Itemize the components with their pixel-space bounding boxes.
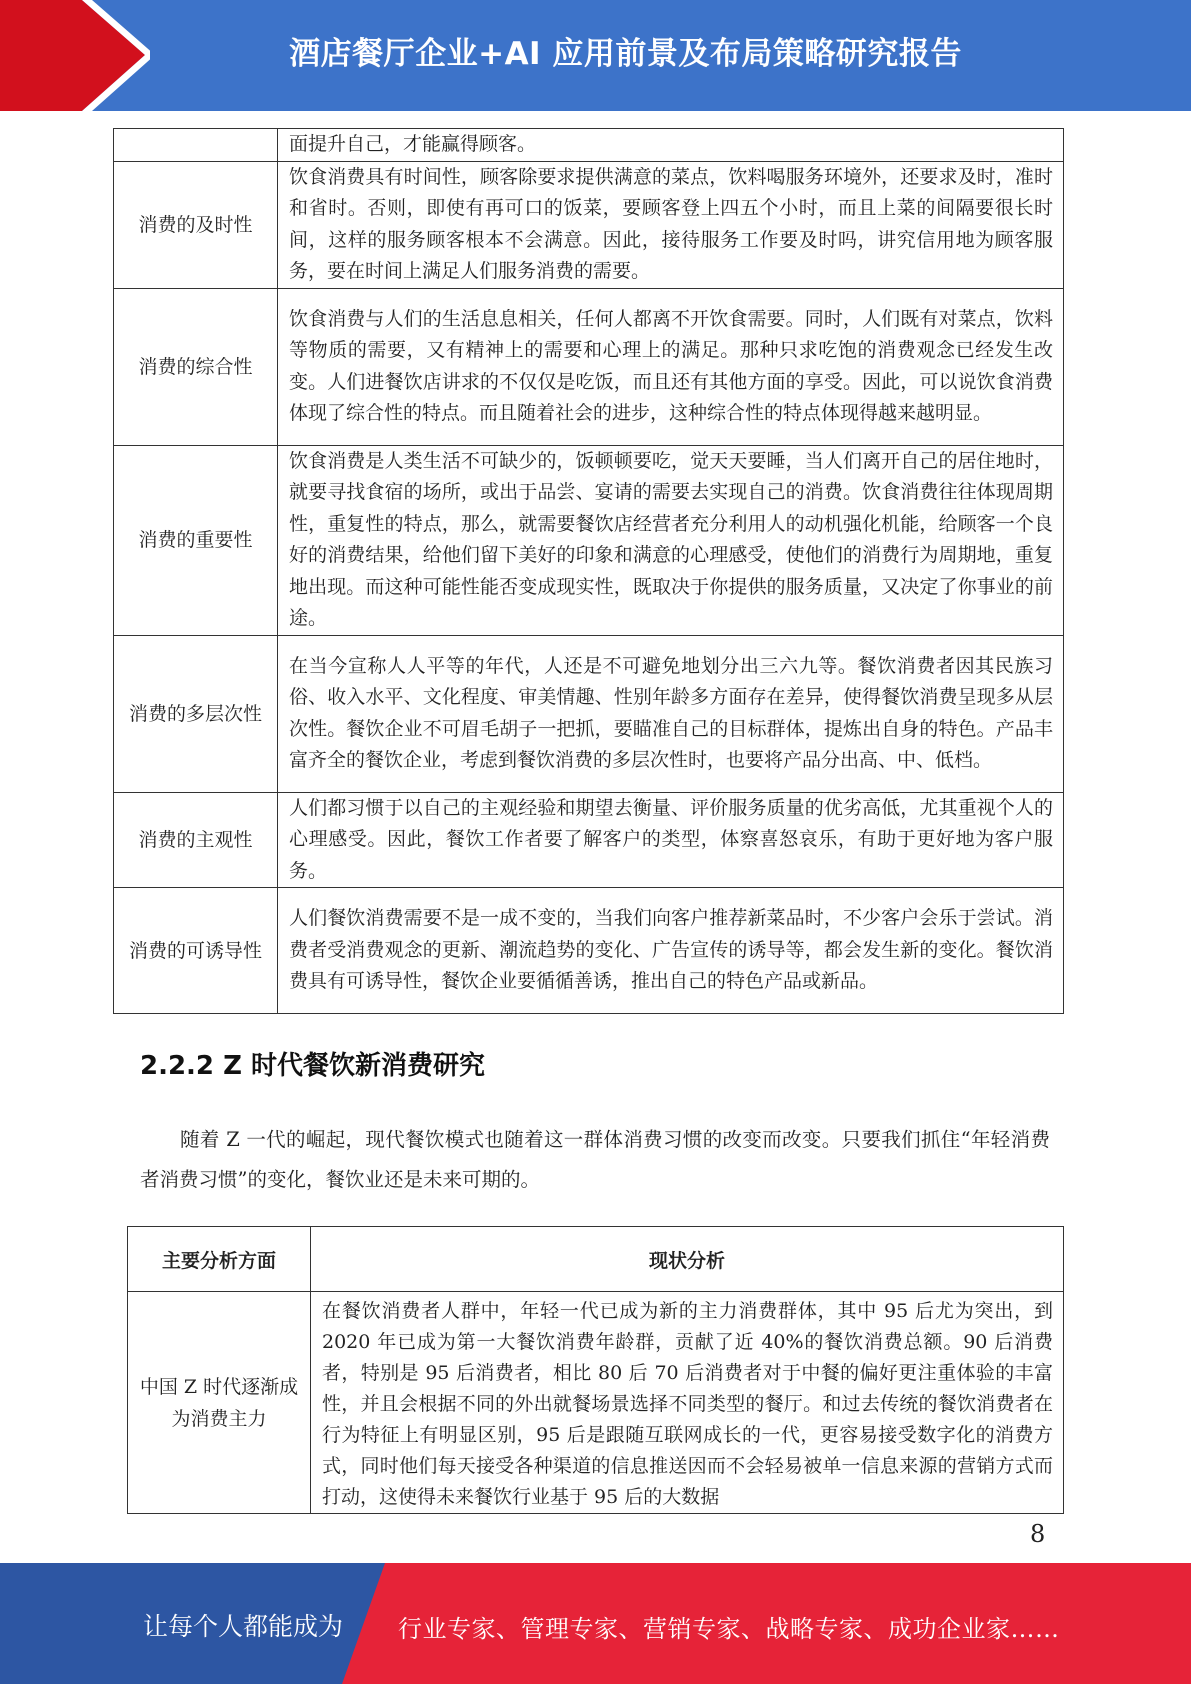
row-text: 在餐饮消费者人群中，年轻一代已成为新的主力消费群体，其中 95 后尤为突出，到 2020 年已成为第一大餐饮消费年龄群，贡献了近 40%的餐饮消费总额。90 后消费者，特别是 95 后消费者，相比 80 后 70 后消费者对于中餐的偏好更注重体验的丰富性，并且会根据不同的外出就餐场景选择不同类型的餐厅。和过去传统的餐饮消费者在行为特征上有明显区别，95 后是跟随互联网成长的一代，更容易接受数字化的消费方式，同时他们每天接受各种渠道的信息推送因而不会轻易被单一信息来源的营销方式而打动，这使得未来餐饮行业基于 95 后的大数据 xyxy=(311,1292,1064,1514)
footer-slogan-right: 行业专家、管理专家、营销专家、战略专家、成功企业家…… xyxy=(398,1615,1060,1643)
table-row xyxy=(114,635,1064,792)
column-header-aspect: 主要分析方面 xyxy=(128,1227,311,1292)
table-row xyxy=(114,792,1064,888)
footer-slogan-left: 让每个人都能成为 xyxy=(143,1612,344,1641)
row-text: 饮食消费与人们的生活息息相关，任何人都离不开饮食需要。同时，人们既有对菜点，饮料等物质的需要，又有精神上的需要和心理上的满足。那种只求吃饱的消费观念已经发生改变。人们进餐饮店讲求的不仅仅是吃饭，而且还有其他方面的享受。因此，可以说饮食消费体现了综合性的特点。而且随着社会的进步，这种综合性的特点体现得越来越明显。 xyxy=(278,288,1064,445)
table-row xyxy=(114,161,1064,288)
table-row xyxy=(128,1292,1064,1514)
consumption-characteristics-table xyxy=(113,128,1064,1014)
report-title: 酒店餐厅企业+AI 应用前景及布局策略研究报告 xyxy=(289,36,962,72)
section-paragraph: 随着 Z 一代的崛起，现代餐饮模式也随着这一群体消费习惯的改变而改变。只要我们抓住“年轻消费者消费习惯”的变化，餐饮业还是未来可期的。 xyxy=(140,1128,1050,1191)
row-label: 消费的及时性 xyxy=(114,161,278,288)
row-text: 饮食消费具有时间性，顾客除要求提供满意的菜点，饮料喝服务环境外，还要求及时，准时和省时。否则，即使有再可口的饭菜，要顾客登上四五个小时，而且上菜的间隔要很长时间，这样的服务顾客根本不会满意。因此，接待服务工作要及时吗，讲究信用地为顾客服务，要在时间上满足人们服务消费的需要。 xyxy=(278,161,1064,288)
table-row xyxy=(114,445,1064,635)
table-row xyxy=(114,288,1064,445)
table-row xyxy=(114,129,1064,162)
table-header-row xyxy=(128,1227,1064,1292)
row-label: 消费的重要性 xyxy=(114,445,278,635)
section-heading: 2.2.2 Z 时代餐饮新消费研究 xyxy=(140,1051,485,1081)
row-text: 在当今宣称人人平等的年代，人还是不可避免地划分出三六九等。餐饮消费者因其民族习俗、收入水平、文化程度、审美情趣、性别年龄多方面存在差异，使得餐饮消费呈现多从层次性。餐饮企业不可眉毛胡子一把抓，要瞄准自己的目标群体，提炼出自身的特色。产品丰富齐全的餐饮企业，考虑到餐饮消费的多层次性时，也要将产品分出高、中、低档。 xyxy=(278,635,1064,792)
row-text: 饮食消费是人类生活不可缺少的，饭顿顿要吃，觉天天要睡，当人们离开自己的居住地时，就要寻找食宿的场所，或出于品尝、宴请的需要去实现自己的消费。饮食消费往往体现周期性，重复性的特点，那么，就需要餐饮店经营者充分利用人的动机强化机能，给顾客一个良好的消费结果，给他们留下美好的印象和满意的心理感受，使他们的消费行为周期地，重复地出现。而这种可能性能否变成现实性，既取决于你提供的服务质量，又决定了你事业的前途。 xyxy=(278,445,1064,635)
z-generation-analysis-table xyxy=(127,1226,1064,1514)
row-label: 中国 Z 时代逐渐成为消费主力 xyxy=(128,1292,311,1514)
row-label xyxy=(114,129,278,162)
row-text: 面提升自己，才能赢得顾客。 xyxy=(278,129,1064,162)
row-label: 消费的多层次性 xyxy=(114,635,278,792)
page-footer xyxy=(0,1563,1191,1684)
row-label: 消费的可诱导性 xyxy=(114,888,278,1014)
page-header xyxy=(0,0,1191,111)
table-row xyxy=(114,888,1064,1014)
column-header-analysis: 现状分析 xyxy=(311,1227,1064,1292)
row-text: 人们都习惯于以自己的主观经验和期望去衡量、评价服务质量的优劣高低，尤其重视个人的心理感受。因此，餐饮工作者要了解客户的类型，体察喜怒哀乐，有助于更好地为客户服务。 xyxy=(278,792,1064,888)
row-text: 人们餐饮消费需要不是一成不变的，当我们向客户推荐新菜品时，不少客户会乐于尝试。消费者受消费观念的更新、潮流趋势的变化、广告宣传的诱导等，都会发生新的变化。餐饮消费具有可诱导性，餐饮企业要循循善诱，推出自己的特色产品或新品。 xyxy=(278,888,1064,1014)
page-number: 8 xyxy=(1030,1520,1046,1548)
row-label: 消费的主观性 xyxy=(114,792,278,888)
header-red-arrow xyxy=(0,0,150,111)
row-label: 消费的综合性 xyxy=(114,288,278,445)
